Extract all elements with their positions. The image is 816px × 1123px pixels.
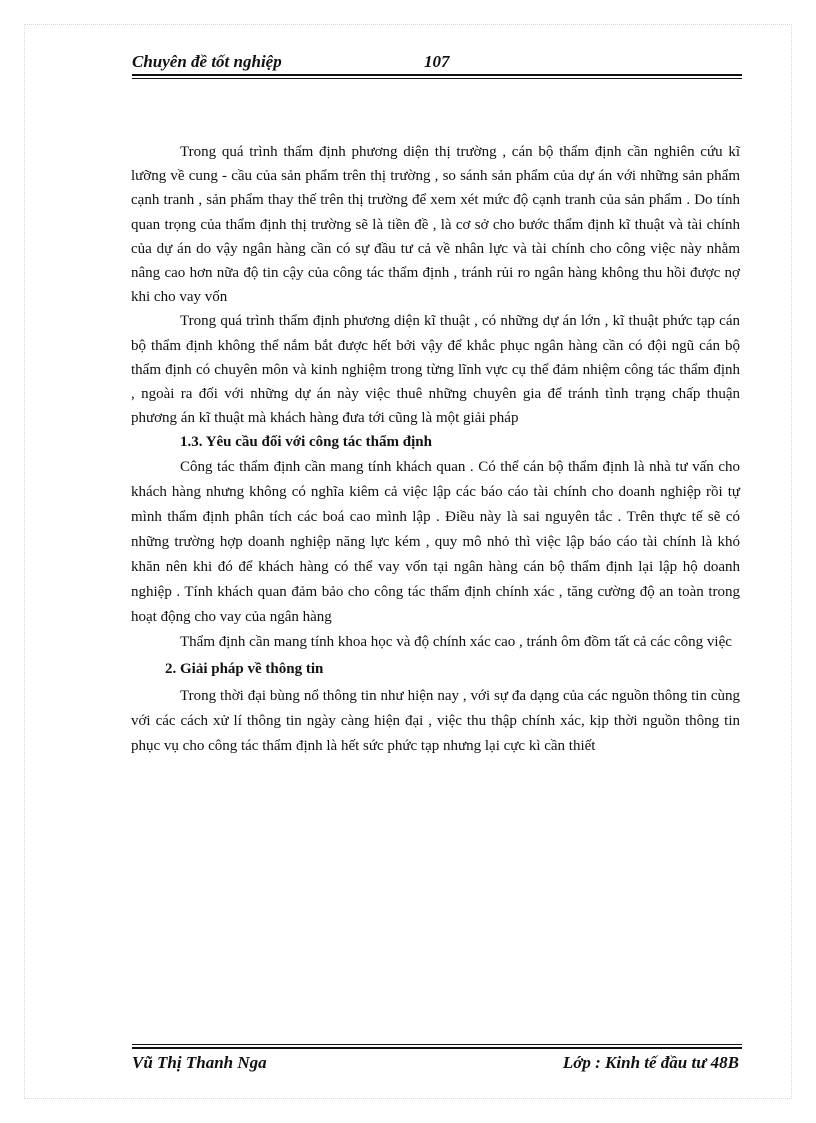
section-heading-1-3: 1.3. Yêu cầu đối với công tác thẩm định [180, 434, 432, 451]
paragraph-market-appraisal: Trong quá trình thẩm định phương diện thị trường , cán bộ thẩm định cần nghiên cứu kĩ lưỡng về cung - cầu của sản phẩm trên thị trường , so sánh sản phẩm của dự án với những sản phẩm cạnh tranh , sản phẩm thay thế trên thị trường để xem xét mức độ cạnh tranh của sản phẩm . Do tính quan trọng của thẩm định thị trường sẽ là tiền đề , là cơ sở cho bước thẩm định kĩ thuật và tài chính của dự án do vậy ngân hàng cần có sự đầu tư cả về nhân lực và tài chính cho công việc này nhằm nâng cao hơn nữa độ tin cậy của công tác thẩm định , tránh rủi ro ngân hàng không thu hồi được nợ khi cho vay vốn [131, 144, 740, 306]
footer-rule-thick [132, 1047, 742, 1049]
paragraph-information: Trong thời đại bùng nổ thông tin như hiện nay , với sự đa dạng của các nguồn thông tin cùng với các cách xử lí thông tin ngày càng hiện đại , việc thu thập chính xác, kịp thời nguồn thông tin phục vụ cho công tác thẩm định là hết sức phức tạp nhưng lại cực kì cần thiết [131, 688, 740, 755]
section-heading-2: 2. Giải pháp về thông tin [165, 661, 324, 678]
document-body [131, 140, 740, 759]
paragraph-objectivity: Công tác thẩm định cần mang tính khách quan . Có thể cán bộ thẩm định là nhà tư vấn cho khách hàng nhưng không có nghĩa kiêm cả việc lập các báo cáo tài chính cho doanh nghiệp rồi tự mình thẩm định phân tích các boá cao mình lập . Điều này là sai nguyên tắc . Trên thực tế sẽ có những trường hợp doanh nghiệp năng lực kém , quy mô nhỏ thì việc lập báo cáo tài chính là khó khăn nên khi đó để khách hàng có thể vay vốn tại ngân hàng cán bộ thẩm định lại lập hộ doanh nghiệp . Tính khách quan đảm bảo cho công tác thẩm định chính xác , tăng cường độ an toàn trong hoạt động cho vay của ngân hàng [131, 459, 740, 626]
paragraph-scientific: Thẩm định cần mang tính khoa học và độ chính xác cao , tránh ôm đồm tất cả các công việc [180, 634, 732, 651]
header-rule-thick [132, 74, 742, 76]
page-footer [132, 1044, 742, 1074]
footer-class: Lớp : Kinh tế đầu tư 48B [562, 1053, 739, 1072]
page-header [132, 52, 742, 78]
footer-author: Vũ Thị Thanh Nga [132, 1053, 267, 1072]
footer-rule-thin [132, 1044, 742, 1045]
header-rule-thin [132, 78, 742, 79]
page-number: 107 [424, 52, 450, 71]
header-title: Chuyên đề tốt nghiệp [132, 52, 282, 71]
paragraph-technical-appraisal: Trong quá trình thẩm định phương diện kĩ thuật , có những dự án lớn , kĩ thuật phức tạp cán bộ thẩm định không thể nắm bắt được hết bởi vậy để khắc phục ngân hàng cần có đội ngũ cán bộ thẩm định có chuyên môn và kinh nghiệm trong từng lĩnh vực cụ thể đảm nhiệm công tác thẩm định , ngoài ra đối với những dự án này việc thuê những chuyên gia để tránh tình trạng chấp thuận phương án kĩ thuật mà khách hàng đưa tới cũng là một giải pháp [131, 313, 740, 427]
